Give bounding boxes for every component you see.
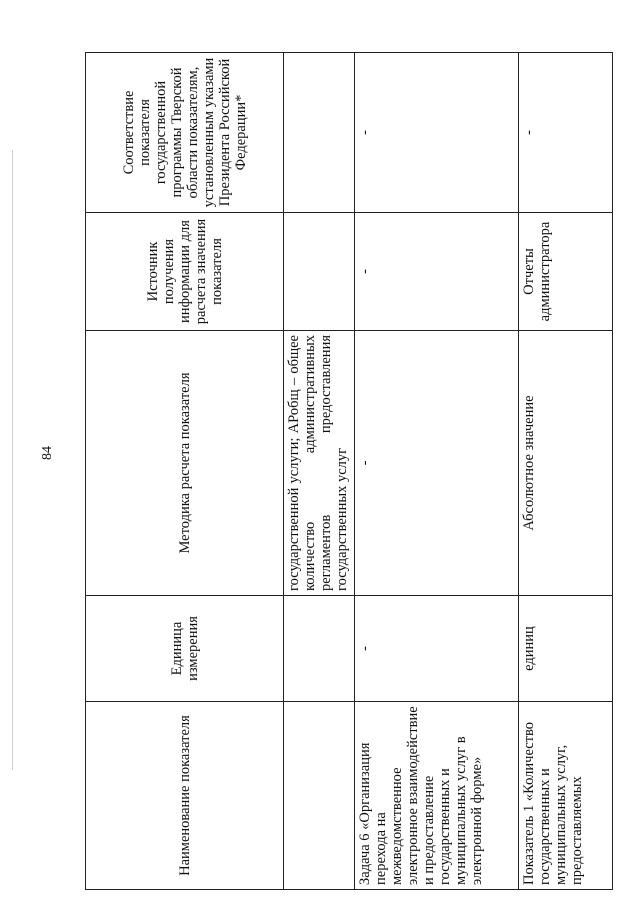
cell-source: Отчеты администратора [519,213,613,331]
cell-correspondence: - [519,53,613,213]
cell-name: Задача 6 «Организация перехода на межведомственное электронное взаимодействие и предоставление государственных и муниципальных услуг в электронной форме» [355,702,519,890]
table-row [355,53,519,890]
cell-unit: единиц [519,596,613,702]
header-unit: Единица измерения [86,596,284,702]
cell-unit: - [355,596,519,702]
table-row [519,53,613,890]
indicator-table [85,52,613,890]
cell-method: Абсолютное значение [519,331,613,596]
page-number: 84 [40,446,55,460]
cell-method: государственной услуги; АРобщ – общее количество административных регламентов предоставления государственных услуг [284,331,355,596]
header-method: Методика расчета показателя [86,331,284,596]
cell-source: - [355,213,519,331]
table-row [284,53,355,890]
scan-edge-line [12,150,13,770]
cell-name: Показатель 1 «Количество государственных и муниципальных услуг, предоставляемых [519,702,613,890]
table-header-row [86,53,284,890]
cell-unit [284,596,355,702]
cell-correspondence [284,53,355,213]
rotated-table-container [85,53,612,890]
indicator-table-area [85,53,612,890]
header-source: Источник получения информации для расчета значения показателя [86,213,284,331]
cell-correspondence: - [355,53,519,213]
header-name: Наименование показателя [86,702,284,890]
header-correspondence: Соответствие показателя государственной программы Тверской области показателям, установленным указами Президента Российской Федерации* [86,53,284,213]
cell-name [284,702,355,890]
cell-method: - [355,331,519,596]
cell-source [284,213,355,331]
